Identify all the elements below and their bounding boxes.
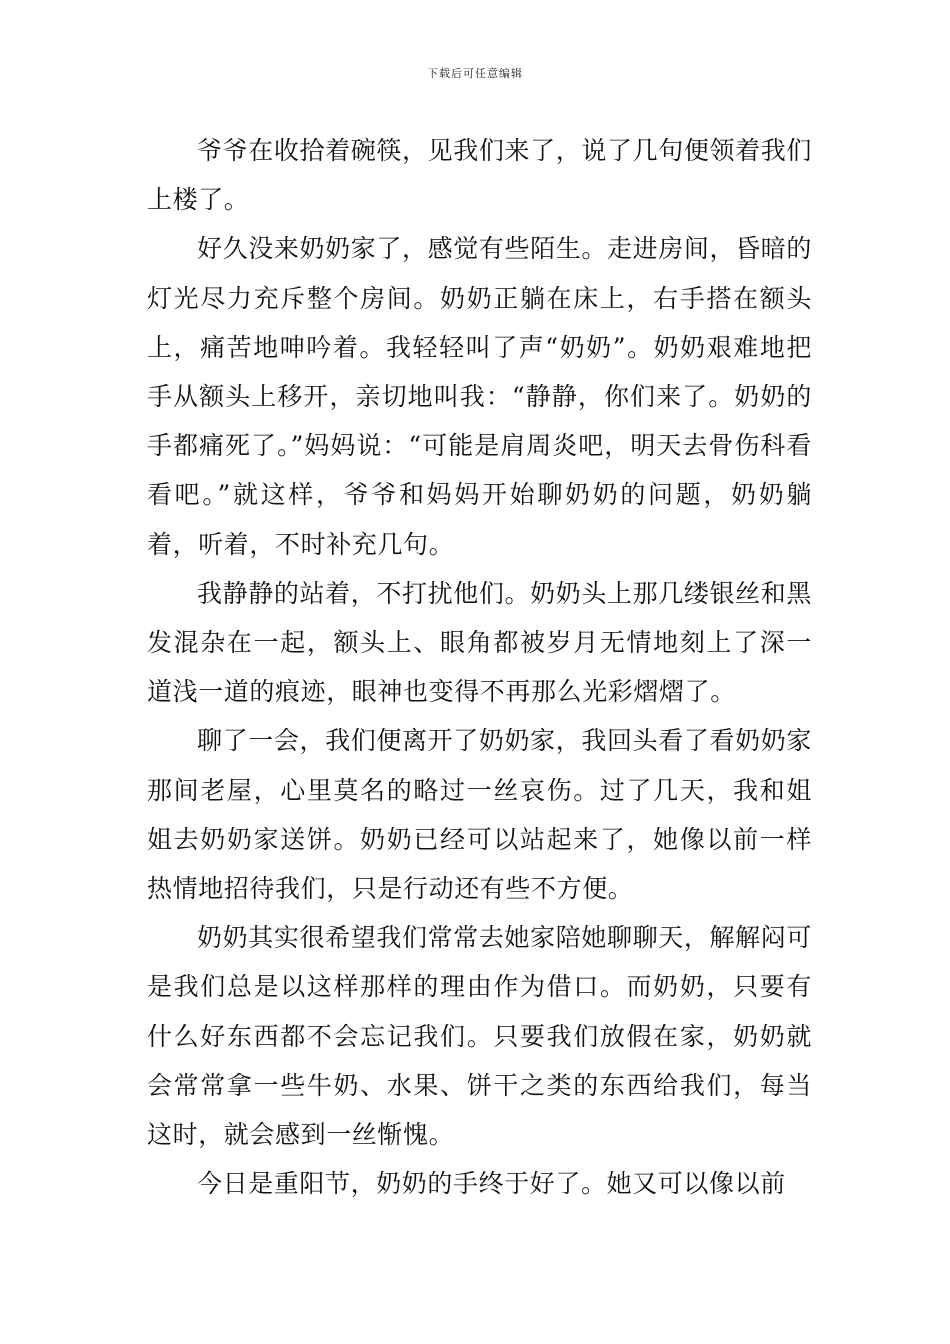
paragraph-1: 爷爷在收拾着碗筷，见我们来了，说了几句便领着我们上楼了。	[147, 136, 812, 215]
paragraph-6: 今日是重阳节，奶奶的手终于好了。她又可以像以前	[197, 1169, 786, 1199]
article-body	[147, 126, 812, 1208]
paragraph-5: 奶奶其实很希望我们常常去她家陪她聊聊天，解解闷可是我们总是以这样那样的理由作为借口。而奶奶，只要有什么好东西都不会忘记我们。只要我们放假在家，奶奶就会常常拿一些牛奶、水果、饼干之类的东西给我们，每当这时，就会感到一丝惭愧。	[147, 923, 812, 1150]
page-header: 下载后可任意编辑	[427, 67, 523, 80]
paragraph-3: 我静静的站着，不打扰他们。奶奶头上那几缕银丝和黑发混杂在一起，额头上、眼角都被岁月无情地刻上了深一道浅一道的痕迹，眼神也变得不再那么光彩熠熠了。	[147, 578, 812, 707]
paragraph-4: 聊了一会，我们便离开了奶奶家，我回头看了看奶奶家那间老屋，心里莫名的略过一丝哀伤。过了几天，我和姐姐去奶奶家送饼。奶奶已经可以站起来了，她像以前一样热情地招待我们，只是行动还有些不方便。	[147, 726, 812, 904]
paragraph-2: 好久没来奶奶家了，感觉有些陌生。走进房间，昏暗的灯光尽力充斥整个房间。奶奶正躺在床上，右手搭在额头上，痛苦地呻吟着。我轻轻叫了声“奶奶”。奶奶艰难地把手从额头上移开，亲切地叫我：“静静，你们来了。奶奶的手都痛死了。”妈妈说：“可能是肩周炎吧，明天去骨伤科看看吧。”就这样，爷爷和妈妈开始聊奶奶的问题，奶奶躺着，听着，不时补充几句。	[147, 234, 812, 559]
